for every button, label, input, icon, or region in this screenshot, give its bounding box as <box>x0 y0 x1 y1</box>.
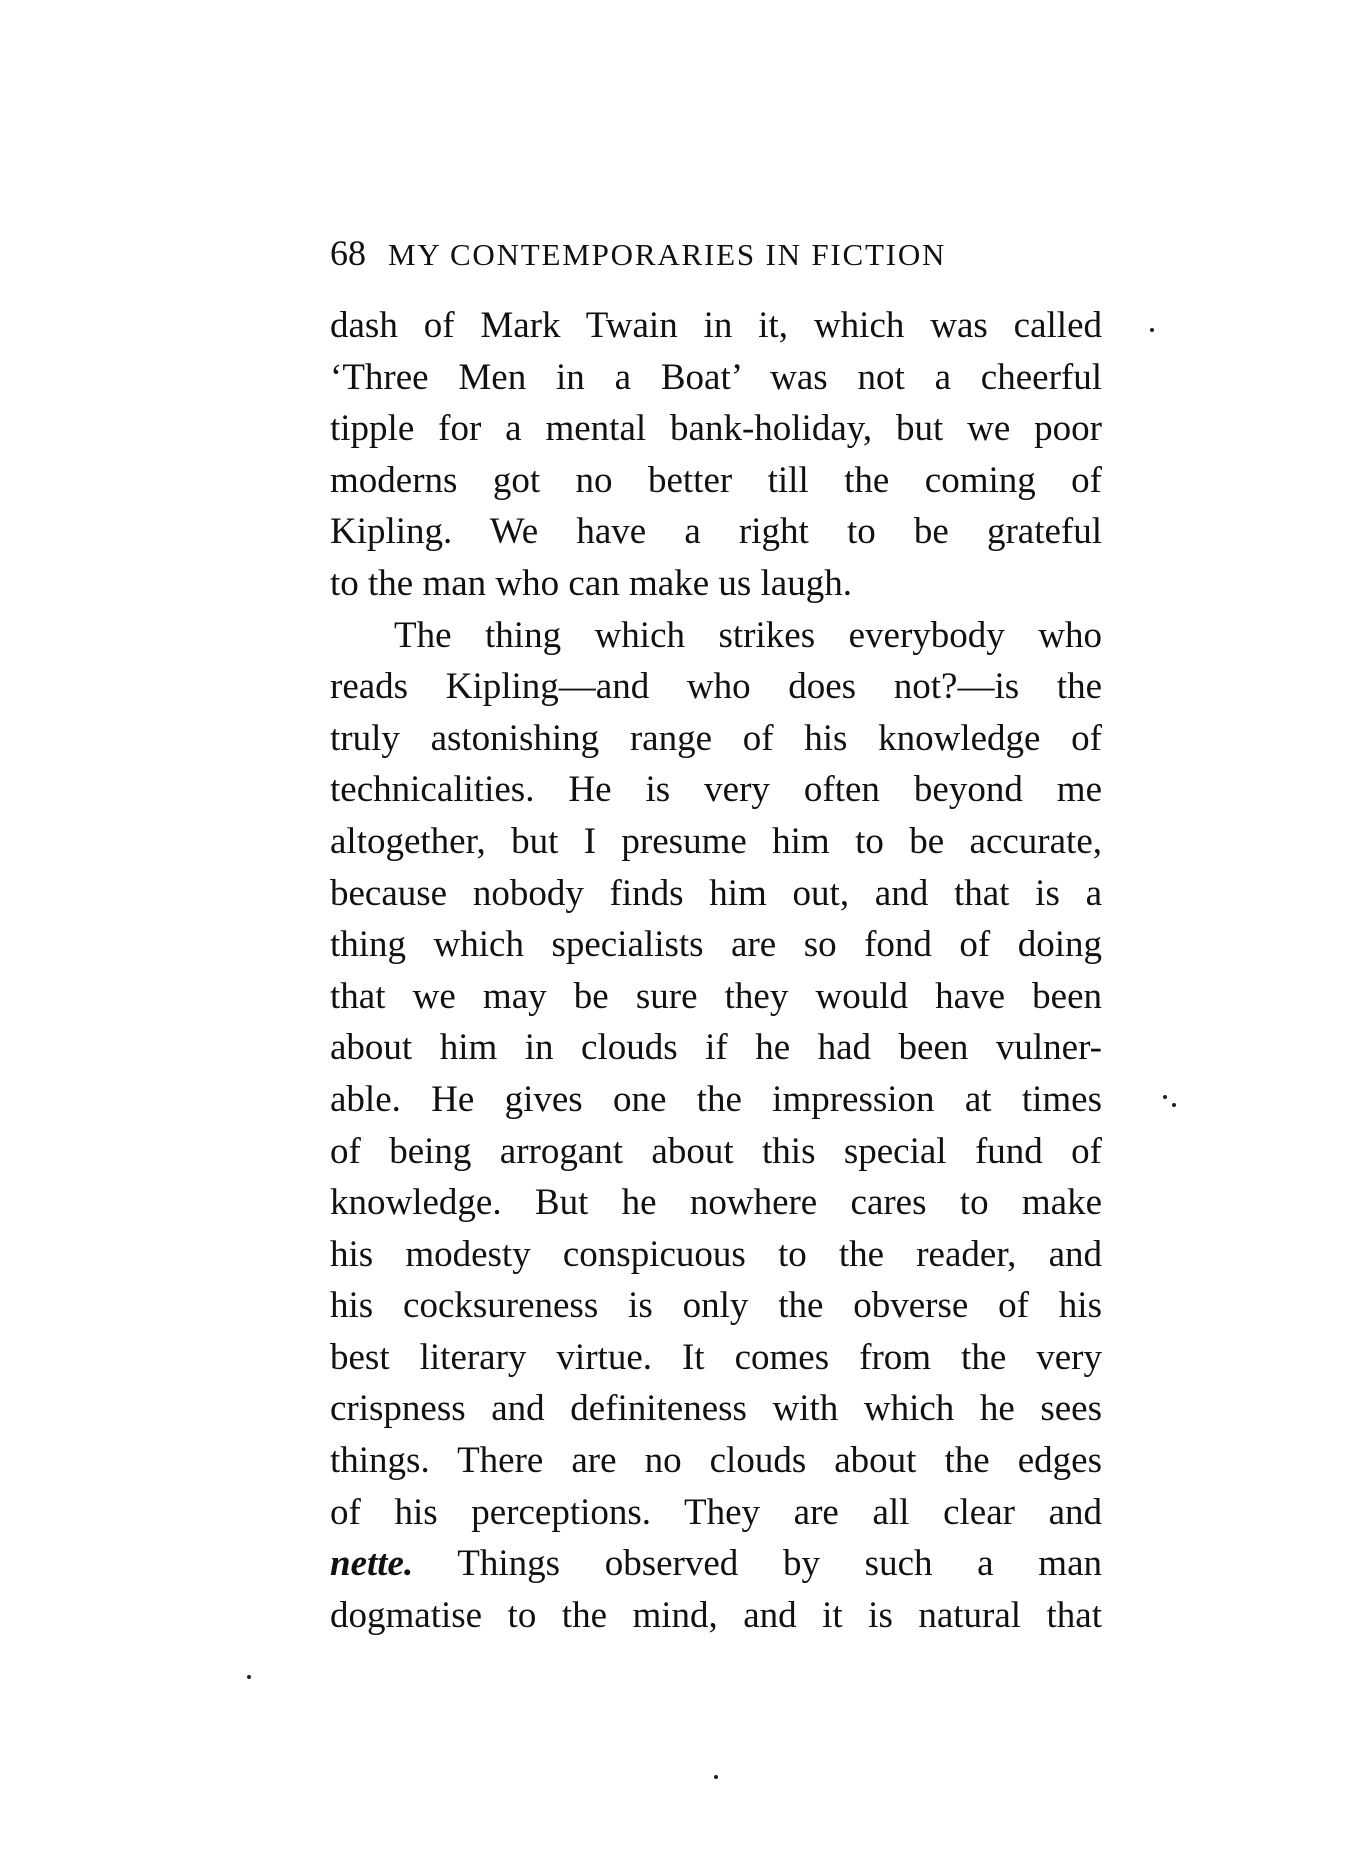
text-line: Kipling. We have a right to be grateful <box>330 511 1102 553</box>
text-line: about him in clouds if he had been vulner- <box>330 1027 1102 1069</box>
body-text <box>330 300 1102 1641</box>
scan-speck <box>1150 328 1154 332</box>
scan-speck <box>1163 1095 1167 1099</box>
running-title: MY CONTEMPORARIES IN FICTION <box>388 237 947 272</box>
page-number: 68 <box>330 233 366 273</box>
text-line-with-italic <box>330 1538 1102 1590</box>
text-line: ‘Three Men in a Boat’ was not a cheerful <box>330 356 1102 398</box>
text-line: truly astonishing range of his knowledge of <box>330 717 1102 759</box>
text-line: his cocksureness is only the obverse of his <box>330 1285 1102 1327</box>
text-line: thing which specialists are so fond of doing <box>330 924 1102 966</box>
text-line: altogether, but I presume him to be accurate, <box>330 820 1102 862</box>
text-line: to the man who can make us laugh. <box>330 562 852 604</box>
text-fragment: Things observed by such a man <box>457 1543 1102 1585</box>
text-line: that we may be sure they would have been <box>330 975 1102 1017</box>
text-line: dash of Mark Twain in it, which was called <box>330 305 1102 346</box>
final-text-line: dogmatise to the mind, and it is natural that <box>330 1594 1102 1636</box>
paragraph-start-line: The thing which strikes everybody who <box>394 614 1102 656</box>
italic-word: nette. <box>330 1543 414 1585</box>
text-line: his modesty conspicuous to the reader, and <box>330 1233 1102 1275</box>
text-line: moderns got no better till the coming of <box>330 459 1102 501</box>
text-line: crispness and definiteness with which he sees <box>330 1388 1102 1430</box>
text-line: reads Kipling—and who does not?—is the <box>330 666 1102 708</box>
text-line: things. There are no clouds about the edges <box>330 1440 1102 1482</box>
text-line: of his perceptions. They are all clear and <box>330 1491 1102 1533</box>
scan-speck <box>247 1675 251 1679</box>
text-line: able. He gives one the impression at times <box>330 1078 1102 1120</box>
text-line: because nobody finds him out, and that is a <box>330 872 1102 914</box>
text-line: tipple for a mental bank-holiday, but we poor <box>330 408 1102 450</box>
text-line: of being arrogant about this special fund of <box>330 1130 1102 1172</box>
text-line: technicalities. He is very often beyond me <box>330 769 1102 811</box>
text-line: best literary virtue. It comes from the very <box>330 1336 1102 1378</box>
page-header <box>330 232 1110 280</box>
scan-speck <box>714 1775 718 1779</box>
scan-speck <box>1172 1103 1176 1107</box>
text-line: knowledge. But he nowhere cares to make <box>330 1182 1102 1224</box>
